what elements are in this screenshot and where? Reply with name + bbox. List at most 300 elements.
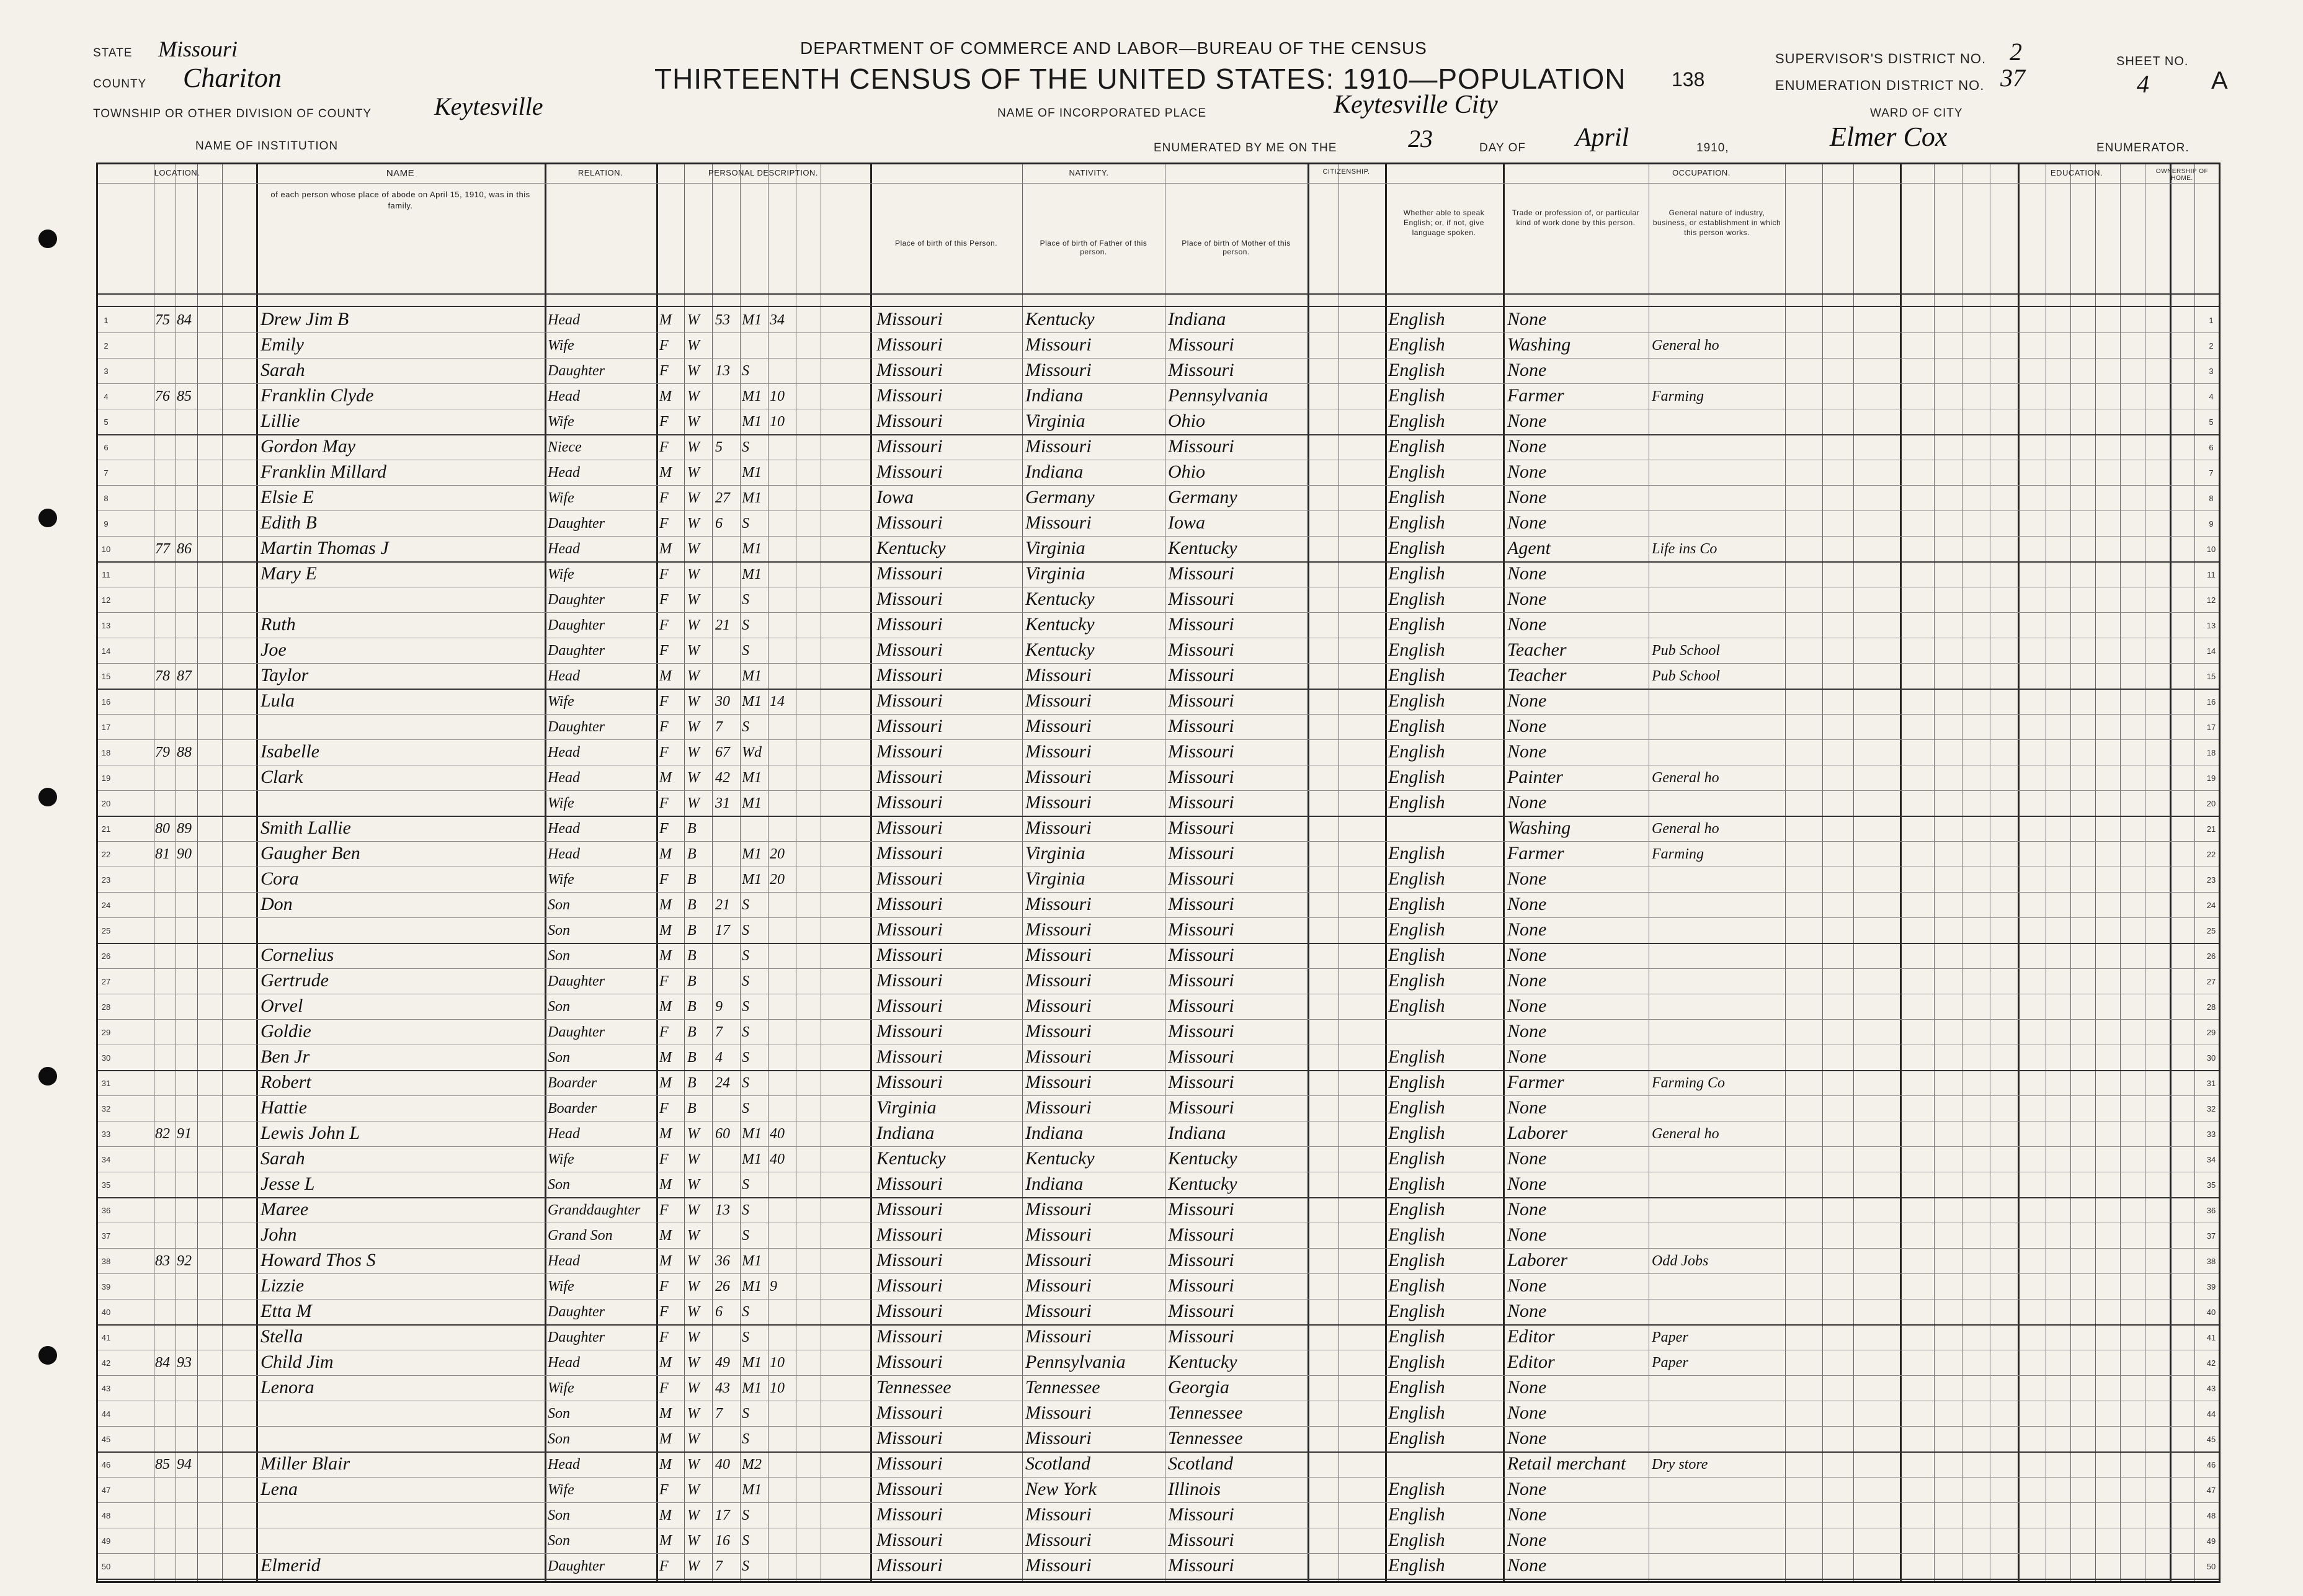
row-number: 22 (101, 850, 111, 859)
enumerated-month: April (1575, 123, 1629, 152)
cell-sex: F (659, 515, 669, 532)
cell-bm: Missouri (1168, 614, 1234, 635)
cell-age: 5 (715, 439, 723, 455)
cell-lang: English (1388, 1275, 1445, 1296)
cell-race: W (687, 1482, 700, 1498)
cell-race: W (687, 1456, 700, 1473)
cell-age: 17 (715, 1507, 730, 1523)
cell-ms: M1 (742, 668, 762, 684)
cell-lang: English (1388, 487, 1445, 507)
cell-name: Taylor (261, 665, 309, 685)
supervisor-label: SUPERVISOR'S DISTRICT NO. (1775, 51, 1987, 66)
cell-bm: Missouri (1168, 868, 1234, 889)
cell-bm: Missouri (1168, 741, 1234, 762)
cell-bm: Missouri (1168, 360, 1234, 380)
row-number: 39 (101, 1282, 111, 1291)
cell-ms: M1 (742, 541, 762, 557)
cell-rel: Granddaughter (548, 1202, 641, 1218)
cell-sex: M (659, 1456, 672, 1473)
cell-occ: None (1507, 1530, 1547, 1550)
cell-age: 7 (715, 1024, 723, 1040)
cell-rel: Wife (548, 1482, 574, 1498)
cell-occ: None (1507, 894, 1547, 914)
row-number: 7 (104, 468, 109, 478)
cell-sex: F (659, 1202, 669, 1218)
cell-rel: Head (548, 821, 580, 837)
cell-race: W (687, 566, 700, 582)
cell-age: 6 (715, 1304, 723, 1320)
cell-lang: English (1388, 1250, 1445, 1270)
cell-bp: Missouri (876, 385, 943, 406)
cell-sex: F (659, 592, 669, 608)
cell-bf: Pennsylvania (1025, 1352, 1126, 1372)
cell-yrs: 20 (770, 846, 785, 862)
row-number-right: 31 (2206, 1079, 2216, 1088)
cell-race: B (687, 872, 697, 888)
cell-bp: Kentucky (876, 1148, 946, 1169)
row-number-right: 48 (2206, 1511, 2216, 1520)
cell-yrs: 20 (770, 872, 785, 888)
row-number-right: 17 (2206, 723, 2216, 732)
cell-ind: Farming (1652, 388, 1704, 404)
cell-occ: None (1507, 563, 1547, 584)
cell-occ: Laborer (1507, 1123, 1568, 1143)
row-number-right: 10 (2206, 545, 2216, 554)
cell-bf: Kentucky (1025, 309, 1095, 329)
cell-bp: Missouri (876, 360, 943, 380)
cell-name: Cora (261, 868, 299, 889)
cell-lang: English (1388, 1097, 1445, 1118)
cell-rel: Wife (548, 693, 574, 710)
row-number-right: 7 (2209, 468, 2214, 478)
cell-sex: M (659, 1075, 672, 1091)
cell-bp: Missouri (876, 1402, 943, 1423)
cell-ind: General ho (1652, 770, 1719, 786)
cell-sex: F (659, 973, 669, 989)
row-number: 32 (101, 1104, 111, 1113)
cell-lang: English (1388, 894, 1445, 914)
row-number-right: 47 (2206, 1486, 2216, 1495)
cell-name: Elmerid (261, 1555, 321, 1576)
cell-ind: General ho (1652, 821, 1719, 837)
cell-fam: 86 (177, 541, 192, 557)
cell-rel: Head (548, 1456, 580, 1473)
row-number: 20 (101, 799, 111, 808)
cell-bp: Missouri (876, 1021, 943, 1041)
row-number-right: 4 (2209, 392, 2214, 401)
sheet-value: 4 (2137, 70, 2149, 98)
cell-bp: Missouri (876, 334, 943, 355)
row-number-right: 26 (2206, 952, 2216, 961)
cell-ms: S (742, 439, 749, 455)
township-value: Keytesville (434, 92, 543, 120)
cell-ms: S (742, 897, 749, 913)
enumeration-label: ENUMERATION DISTRICT NO. (1775, 78, 1985, 93)
cell-bm: Missouri (1168, 1301, 1234, 1321)
cell-bf: Kentucky (1025, 640, 1095, 660)
cell-race: W (687, 617, 700, 633)
cell-occ: Farmer (1507, 1072, 1564, 1092)
cell-lang: English (1388, 538, 1445, 558)
cell-occ: None (1507, 1377, 1547, 1398)
cell-bm: Missouri (1168, 1021, 1234, 1041)
cell-rel: Wife (548, 1380, 574, 1396)
cell-occ: Washing (1507, 334, 1571, 355)
supervisor-value: 2 (2010, 38, 2022, 66)
census-title: THIRTEENTH CENSUS OF THE UNITED STATES: 1910—POPULATION (654, 63, 1626, 95)
cell-age: 67 (715, 744, 730, 760)
cell-fam: 84 (177, 312, 192, 328)
cell-lang: English (1388, 640, 1445, 660)
row-number: 8 (104, 494, 109, 503)
cell-sex: M (659, 846, 672, 862)
cell-name: John (261, 1224, 297, 1245)
cell-bp: Missouri (876, 1428, 943, 1448)
cell-occ: None (1507, 1174, 1547, 1194)
cell-rel: Head (548, 541, 580, 557)
punch-hole-2 (38, 509, 57, 527)
cell-sex: M (659, 1050, 672, 1066)
cell-occ: Retail merchant (1507, 1453, 1626, 1474)
cell-fam: 85 (177, 388, 192, 404)
cell-ind: Paper (1652, 1355, 1688, 1371)
cell-race: B (687, 922, 697, 938)
cell-ind: Farming Co (1652, 1075, 1726, 1091)
cell-rel: Daughter (548, 1304, 605, 1320)
cell-rel: Wife (548, 566, 574, 582)
cell-bf: Missouri (1025, 1402, 1092, 1423)
row-number: 5 (104, 417, 109, 427)
cell-bm: Missouri (1168, 716, 1234, 736)
cell-bm: Indiana (1168, 309, 1226, 329)
cell-lang: English (1388, 334, 1445, 355)
cell-bm: Missouri (1168, 1504, 1234, 1525)
cell-bf: Kentucky (1025, 614, 1095, 635)
cell-rel: Head (548, 312, 580, 328)
cell-yrs: 40 (770, 1126, 785, 1142)
cell-name: Miller Blair (261, 1453, 350, 1474)
header-industry: General nature of industry, business, or establishment in which this person works. (1652, 208, 1781, 237)
cell-bp: Missouri (876, 563, 943, 584)
cell-bm: Missouri (1168, 1046, 1234, 1067)
cell-race: W (687, 719, 700, 735)
cell-bm: Missouri (1168, 919, 1234, 940)
row-number: 48 (101, 1511, 111, 1520)
cell-rel: Head (548, 668, 580, 684)
county-label: COUNTY (93, 78, 147, 91)
cell-race: B (687, 897, 697, 913)
cell-race: W (687, 1431, 700, 1447)
row-number: 16 (101, 697, 111, 707)
cell-bf: New York (1025, 1479, 1097, 1499)
cell-rel: Daughter (548, 973, 605, 989)
cell-bm: Indiana (1168, 1123, 1226, 1143)
cell-age: 30 (715, 693, 730, 710)
cell-ind: Dry store (1652, 1456, 1708, 1473)
cell-age: 7 (715, 719, 723, 735)
cell-bf: Missouri (1025, 1097, 1092, 1118)
row-number-right: 20 (2206, 799, 2216, 808)
cell-ms: S (742, 1075, 749, 1091)
year-label: 1910, (1696, 141, 1729, 154)
cell-lang: English (1388, 1504, 1445, 1525)
cell-ms: S (742, 1533, 749, 1549)
cell-yrs: 40 (770, 1151, 785, 1167)
institution-label: NAME OF INSTITUTION (195, 140, 339, 153)
county-value: Chariton (183, 63, 282, 93)
cell-bf: Missouri (1025, 970, 1092, 991)
cell-bm: Missouri (1168, 1555, 1234, 1576)
cell-lang: English (1388, 1428, 1445, 1448)
row-number-right: 29 (2206, 1028, 2216, 1037)
row-number-right: 14 (2206, 646, 2216, 656)
cell-occ: None (1507, 309, 1547, 329)
cell-sex: M (659, 1228, 672, 1244)
cell-name: Goldie (261, 1021, 311, 1041)
cell-bp: Missouri (876, 741, 943, 762)
row-number: 30 (101, 1053, 111, 1063)
cell-ms: M1 (742, 465, 762, 481)
cell-name: Stella (261, 1326, 303, 1347)
cell-sex: F (659, 1329, 669, 1345)
cell-race: W (687, 643, 700, 659)
cell-occ: None (1507, 1479, 1547, 1499)
state-value: Missouri (158, 37, 238, 61)
cell-bp: Missouri (876, 512, 943, 533)
row-number: 42 (101, 1358, 111, 1368)
cell-race: W (687, 337, 700, 354)
row-number-right: 28 (2206, 1002, 2216, 1012)
cell-lang: English (1388, 614, 1445, 635)
cell-ms: S (742, 1304, 749, 1320)
cell-bf: Missouri (1025, 1301, 1092, 1321)
cell-dw: 82 (155, 1126, 170, 1142)
cell-bf: Virginia (1025, 843, 1085, 863)
cell-occ: None (1507, 868, 1547, 889)
cell-bm: Missouri (1168, 640, 1234, 660)
cell-bp: Missouri (876, 1275, 943, 1296)
cell-bf: Missouri (1025, 1021, 1092, 1041)
cell-sex: M (659, 770, 672, 786)
cell-sex: M (659, 541, 672, 557)
row-number-right: 23 (2206, 875, 2216, 885)
cell-rel: Son (548, 1177, 570, 1193)
row-number-right: 15 (2206, 672, 2216, 681)
cell-bp: Missouri (876, 945, 943, 965)
cell-race: W (687, 1533, 700, 1549)
cell-lang: English (1388, 741, 1445, 762)
cell-age: 16 (715, 1533, 730, 1549)
cell-sex: M (659, 312, 672, 328)
row-number-right: 12 (2206, 595, 2216, 605)
cell-bm: Missouri (1168, 894, 1234, 914)
cell-race: W (687, 1507, 700, 1523)
cell-occ: None (1507, 1275, 1547, 1296)
cell-dw: 79 (155, 744, 170, 760)
header-relation: RELATION. (577, 168, 623, 177)
cell-lang: English (1388, 1174, 1445, 1194)
cell-rel: Daughter (548, 592, 605, 608)
row-number: 34 (101, 1155, 111, 1164)
row-number-right: 32 (2206, 1104, 2216, 1113)
cell-ms: S (742, 1050, 749, 1066)
cell-age: 13 (715, 1202, 730, 1218)
enumerator-label: ENUMERATOR. (2096, 141, 2189, 154)
cell-occ: None (1507, 792, 1547, 813)
cell-rel: Head (548, 744, 580, 760)
cell-race: W (687, 414, 700, 430)
cell-lang: English (1388, 1352, 1445, 1372)
cell-bf: Missouri (1025, 665, 1092, 685)
cell-lang: English (1388, 360, 1445, 380)
row-number: 44 (101, 1409, 111, 1419)
row-number: 10 (101, 545, 111, 554)
cell-age: 17 (715, 922, 730, 938)
cell-bf: Scotland (1025, 1453, 1090, 1474)
cell-race: B (687, 821, 697, 837)
cell-rel: Son (548, 999, 570, 1015)
cell-sex: M (659, 1406, 672, 1422)
place-label: NAME OF INCORPORATED PLACE (997, 107, 1207, 120)
cell-race: B (687, 1100, 697, 1117)
cell-sex: F (659, 744, 669, 760)
cell-name: Lizzie (261, 1275, 305, 1296)
row-number: 19 (101, 773, 111, 783)
cell-bp: Iowa (876, 487, 914, 507)
cell-race: W (687, 439, 700, 455)
cell-name: Jesse L (261, 1174, 315, 1194)
cell-occ: None (1507, 487, 1547, 507)
row-number-right: 9 (2209, 519, 2214, 528)
enumerated-day: 23 (1408, 125, 1433, 153)
cell-lang: English (1388, 436, 1445, 457)
cell-sex: M (659, 922, 672, 938)
cell-bp: Virginia (876, 1097, 937, 1118)
cell-bp: Tennessee (876, 1377, 951, 1398)
row-number: 36 (101, 1206, 111, 1215)
cell-bp: Missouri (876, 1046, 943, 1067)
row-number-right: 24 (2206, 901, 2216, 910)
cell-sex: F (659, 872, 669, 888)
cell-ms: M1 (742, 566, 762, 582)
cell-race: B (687, 1050, 697, 1066)
cell-dw: 80 (155, 821, 170, 837)
cell-bp: Missouri (876, 919, 943, 940)
row-number: 12 (101, 595, 111, 605)
cell-ind: Paper (1652, 1329, 1688, 1345)
cell-name: Robert (261, 1072, 311, 1092)
cell-bf: Indiana (1025, 1174, 1084, 1194)
cell-ms: M1 (742, 1482, 762, 1498)
cell-bm: Missouri (1168, 563, 1234, 584)
cell-rel: Grand Son (548, 1228, 613, 1244)
cell-lang: English (1388, 996, 1445, 1016)
cell-name: Hattie (261, 1097, 307, 1118)
cell-occ: None (1507, 411, 1547, 431)
cell-lang: English (1388, 843, 1445, 863)
row-number-right: 30 (2206, 1053, 2216, 1063)
cell-dw: 76 (155, 388, 170, 404)
row-number-right: 44 (2206, 1409, 2216, 1419)
cell-bp: Missouri (876, 640, 943, 660)
punch-hole-3 (38, 788, 57, 806)
row-number: 11 (102, 570, 110, 579)
cell-race: W (687, 490, 700, 506)
header-name: NAME (386, 168, 415, 179)
row-number-right: 36 (2206, 1206, 2216, 1215)
row-number: 43 (101, 1384, 111, 1393)
cell-ms: S (742, 643, 749, 659)
enumerator-name: Elmer Cox (1830, 122, 1948, 152)
page-stamp: 138 (1672, 68, 1705, 91)
cell-race: W (687, 693, 700, 710)
cell-ind: Farming (1652, 846, 1704, 862)
row-number-right: 42 (2206, 1358, 2216, 1368)
cell-ms: S (742, 363, 749, 379)
cell-lang: English (1388, 1199, 1445, 1219)
cell-age: 21 (715, 897, 730, 913)
cell-rel: Wife (548, 414, 574, 430)
cell-occ: Agent (1507, 538, 1551, 558)
cell-occ: None (1507, 1504, 1547, 1525)
cell-race: W (687, 744, 700, 760)
cell-ms: S (742, 1024, 749, 1040)
cell-sex: M (659, 1253, 672, 1269)
sheet-letter: A (2211, 67, 2228, 94)
cell-lang: English (1388, 792, 1445, 813)
cell-name: Child Jim (261, 1352, 334, 1372)
cell-lang: English (1388, 461, 1445, 482)
cell-lang: English (1388, 945, 1445, 965)
enumeration-value: 37 (2000, 64, 2025, 92)
cell-rel: Son (548, 1507, 570, 1523)
cell-age: 21 (715, 617, 730, 633)
cell-ms: M1 (742, 414, 762, 430)
cell-fam: 93 (177, 1355, 192, 1371)
cell-bf: Indiana (1025, 385, 1084, 406)
cell-lang: English (1388, 1224, 1445, 1245)
cell-lang: English (1388, 1301, 1445, 1321)
cell-occ: Farmer (1507, 385, 1564, 406)
cell-occ: None (1507, 1046, 1547, 1067)
row-number: 13 (101, 621, 111, 630)
cell-age: 6 (715, 515, 723, 532)
row-number: 14 (101, 646, 111, 656)
cell-bf: Virginia (1025, 563, 1085, 584)
cell-ms: M1 (742, 795, 762, 811)
cell-ms: M1 (742, 872, 762, 888)
cell-rel: Head (548, 465, 580, 481)
cell-name: Joe (261, 640, 287, 660)
cell-lang: English (1388, 563, 1445, 584)
cell-bf: Missouri (1025, 690, 1092, 711)
row-number: 35 (101, 1180, 111, 1190)
row-number-right: 2 (2209, 341, 2214, 350)
cell-bp: Indiana (876, 1123, 935, 1143)
cell-lang: English (1388, 1326, 1445, 1347)
row-number: 37 (101, 1231, 111, 1241)
row-number: 3 (104, 367, 109, 376)
cell-bm: Missouri (1168, 1275, 1234, 1296)
cell-bf: Missouri (1025, 436, 1092, 457)
cell-bp: Missouri (876, 1224, 943, 1245)
cell-dw: 81 (155, 846, 170, 862)
row-number: 21 (101, 824, 111, 834)
row-number: 9 (104, 519, 109, 528)
row-number-right: 50 (2206, 1562, 2216, 1571)
cell-ms: S (742, 1228, 749, 1244)
cell-bm: Kentucky (1168, 1148, 1237, 1169)
